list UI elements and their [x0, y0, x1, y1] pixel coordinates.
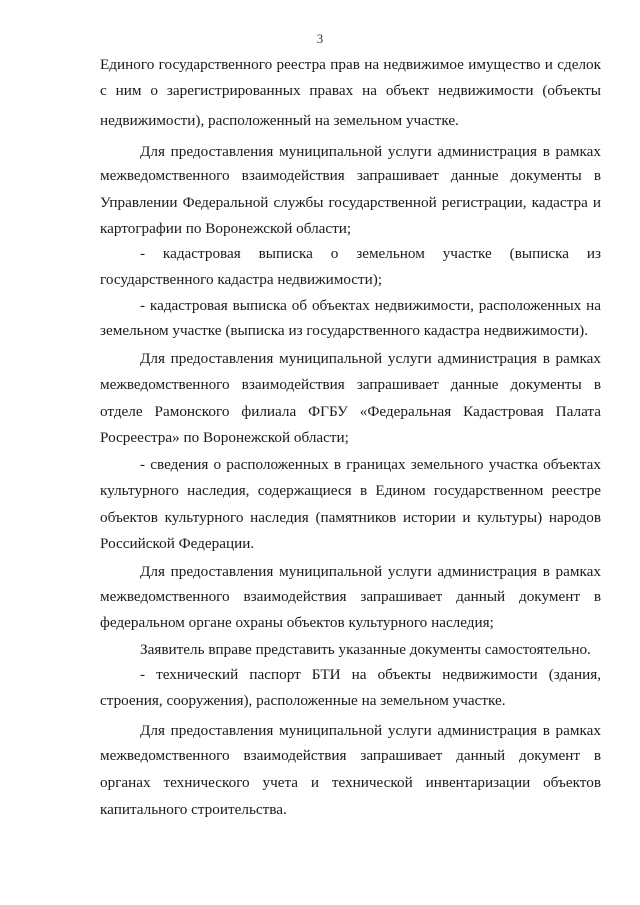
text-line: Единого государственного реестра прав на недвижимое имущество и сделок [100, 56, 601, 73]
text-line: органах технического учета и технической инвентаризации объектов [100, 774, 601, 791]
text-line: культурного наследия, содержащиеся в Едином государственном реестре [100, 482, 601, 499]
text-line: Для предоставления муниципальной услуги администрация в рамках [140, 350, 601, 367]
text-line: Для предоставления муниципальной услуги администрация в рамках [140, 722, 601, 739]
text-line: капитального строительства. [100, 801, 287, 818]
text-line: недвижимости), расположенный на земельном участке. [100, 112, 459, 129]
text-line: Для предоставления муниципальной услуги администрация в рамках [140, 563, 601, 580]
text-line: Для предоставления муниципальной услуги администрация в рамках [140, 143, 601, 160]
text-line: государственного кадастра недвижимости); [100, 271, 383, 288]
text-line: Заявитель вправе представить указанные документы самостоятельно. [140, 641, 591, 658]
text-line: - кадастровая выписка о земельном участке (выписка из [140, 245, 601, 262]
text-line: Росреестра» по Воронежской области; [100, 429, 349, 446]
text-line: Управлении Федеральной службы государственной регистрации, кадастра и [100, 194, 601, 211]
text-line: межведомственного взаимодействия запрашивает данный документ в [100, 588, 601, 605]
text-line: межведомственного взаимодействия запрашивает данный документ в [100, 747, 601, 764]
text-line: с ним о зарегистрированных правах на объект недвижимости (объекты [100, 82, 601, 99]
page-number: 3 [316, 31, 324, 46]
text-line: федеральном органе охраны объектов культурного наследия; [100, 614, 494, 631]
text-line: межведомственного взаимодействия запрашивает данные документы в [100, 167, 601, 184]
text-line: земельном участке (выписка из государственного кадастра недвижимости). [100, 322, 589, 339]
text-line: объектов культурного наследия (памятников истории и культуры) народов [100, 509, 601, 526]
text-line: - технический паспорт БТИ на объекты недвижимости (здания, [140, 666, 601, 683]
text-line: картографии по Воронежской области; [100, 220, 352, 237]
text-line: отделе Рамонского филиала ФГБУ «Федеральная Кадастровая Палата [100, 403, 601, 420]
text-line: - кадастровая выписка об объектах недвижимости, расположенных на [140, 297, 601, 314]
text-line: межведомственного взаимодействия запрашивает данные документы в [100, 376, 601, 393]
text-line: - сведения о расположенных в границах земельного участка объектах [140, 456, 601, 473]
text-line: Российской Федерации. [100, 535, 255, 552]
text-line: строения, сооружения), расположенные на земельном участке. [100, 692, 506, 709]
